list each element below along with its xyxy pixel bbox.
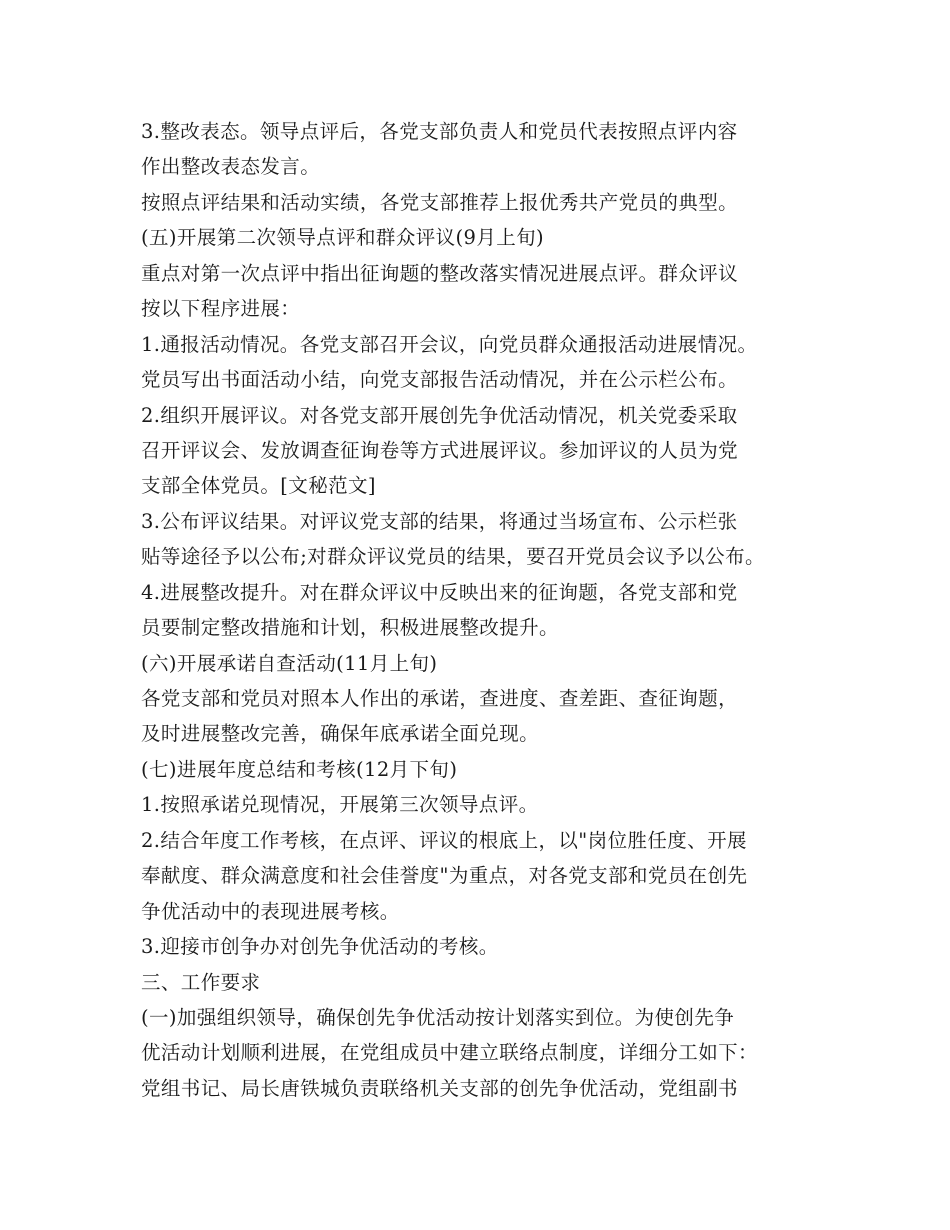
- section-heading: (六)开展承诺自查活动(11月上旬): [141, 651, 438, 675]
- text-line: 争优活动中的表现进展考核。: [141, 899, 400, 923]
- text-line: 作出整改表态发言。: [141, 155, 321, 179]
- text-line: 员要制定整改措施和计划，积极进展整改提升。: [141, 616, 559, 640]
- text-line: 优活动计划顺利进展，在党组成员中建立联络点制度，详细分工如下：: [141, 1041, 758, 1065]
- text-line: 3.公布评议结果。对评议党支部的结果，将通过当场宣布、公示栏张: [141, 509, 738, 533]
- text-line: 按照点评结果和活动实绩，各党支部推荐上报优秀共产党员的典型。: [141, 190, 739, 214]
- section-heading: 三、工作要求: [141, 970, 261, 994]
- text-line: 4.进展整改提升。对在群众评议中反映出来的征询题，各党支部和党: [141, 580, 738, 604]
- text-line: 1.按照承诺兑现情况，开展第三次领导点评。: [141, 793, 539, 817]
- text-line: 1.通报活动情况。各党支部召开会议，向党员群众通报活动进展情况。: [141, 332, 758, 356]
- text-line: 贴等途径予以公布;对群众评议党员的结果，要召开党员会议予以公布。: [141, 545, 765, 569]
- section-heading: (七)进展年度总结和考核(12月下旬): [141, 757, 458, 781]
- text-line: 3.迎接市创争办对创先争优活动的考核。: [141, 935, 499, 959]
- section-heading: (五)开展第二次领导点评和群众评议(9月上旬): [141, 226, 545, 250]
- text-line: (一)加强组织领导，确保创先争优活动按计划落实到位。为使创先争: [141, 1005, 735, 1029]
- text-line: 支部全体党员。[文秘范文]: [141, 474, 376, 498]
- text-line: 党组书记、局长唐铁城负责联络机关支部的创先争优活动，党组副书: [141, 1076, 739, 1100]
- text-line: 按以下程序进展：: [141, 297, 301, 321]
- text-line: 及时进展整改完善，确保年底承诺全面兑现。: [141, 722, 540, 746]
- text-line: 党员写出书面活动小结，向党支部报告活动情况，并在公示栏公布。: [141, 368, 739, 392]
- document-body: [141, 114, 821, 1106]
- text-line: 各党支部和党员对照本人作出的承诺，查进度、查差距、查征询题，: [141, 687, 739, 710]
- text-line: 2.结合年度工作考核，在点评、评议的根底上，以"岗位胜任度、开展: [141, 828, 747, 852]
- text-line: 重点对第一次点评中指出征询题的整改落实情况进展点评。群众评议: [141, 261, 739, 285]
- text-line: 奉献度、群众满意度和社会佳誉度"为重点，对各党支部和党员在创先: [141, 864, 748, 888]
- text-line: 3.整改表态。领导点评后，各党支部负责人和党员代表按照点评内容: [141, 120, 738, 143]
- text-line: 召开评议会、发放调查征询卷等方式进展评议。参加评议的人员为党: [141, 438, 739, 462]
- text-line: 2.组织开展评议。对各党支部开展创先争优活动情况，机关党委采取: [141, 403, 738, 427]
